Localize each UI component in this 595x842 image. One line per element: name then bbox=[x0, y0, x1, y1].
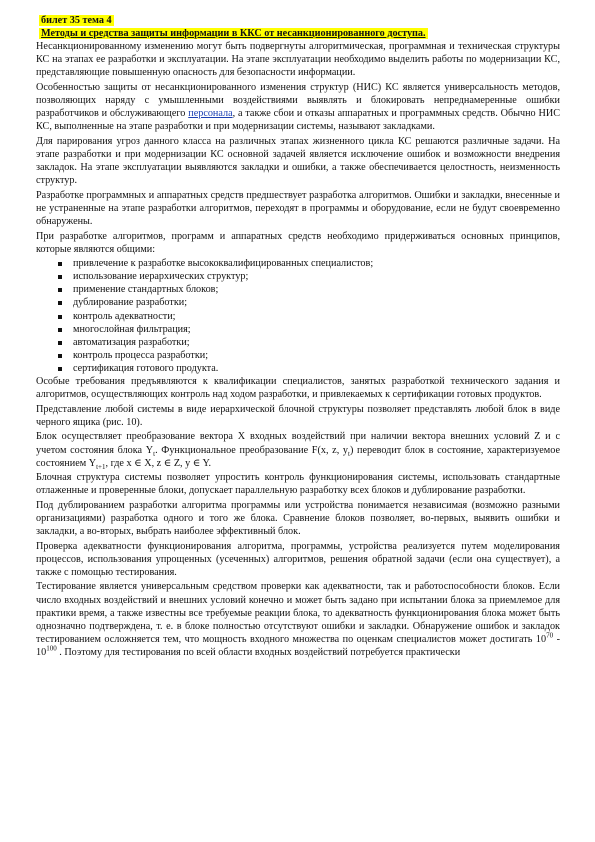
paragraph-text: . Поэтому для тестирования по всей области входных воздействий потребуется практически bbox=[56, 646, 461, 658]
paragraph-intro: Несанкционированному изменению могут быть подвергнуты алгоритмическая, программная и техническая структуры КС на этапах ее разработки и эксплуатации. На этапе эксплуатации необходимо выделить работы по модернизации КС, представляющие повышенную опасность для безопасности информации. bbox=[36, 41, 560, 79]
document-page bbox=[36, 14, 560, 661]
paragraph-text: . Функциональное преобразование F(x, z, y bbox=[155, 444, 349, 456]
paragraph-text: - 10 bbox=[36, 633, 560, 658]
paragraph-text: Тестирование является универсальным средством проверки как адекватности, так и работоспособности блоков. Если число входных воздействий и внешних условий конечно и может быть задано при испытании блока за приемлемое для практики время, а также известны все требуемые реакции блока, то адекватность функционирования блока может быть однозначно подтверждена, т. е. в блоке полностью отсутствуют ошибки и закладки. Обнаружение ошибок и закладок тестированием осложняется тем, что мощность входного множества по оценкам специалистов может достигать 10 bbox=[36, 581, 560, 645]
subscript: t bbox=[348, 449, 350, 458]
list-item: сертификация готового продукта. bbox=[58, 362, 560, 375]
topic-heading bbox=[36, 27, 560, 40]
paragraph-adequacy: Проверка адекватности функционирования алгоритма, программы, устройства реализуется путем моделирования процессов, использования упрощенных (усеченных) алгоритмов, решения обратной задачи (если она существует), а также с помощью тестирования. bbox=[36, 540, 560, 578]
paragraph-text: Особенностью защиты от несанкционированного изменения структур (НИС) КС является универсальность методов, позволяющих наряду с умышленными воздействиями выявлять и блокировать непреднамеренные ошибки разработчиков и обслуживающего bbox=[36, 81, 560, 120]
paragraph-qualification: Особые требования предъявляются к квалификации специалистов, занятых разработкой технического задания и алгоритмов, осуществляющих контроль над ходом разработки, и привлекаемых к сертификации готовых продуктов. bbox=[36, 376, 560, 401]
ticket-heading bbox=[36, 14, 560, 27]
paragraph-testing bbox=[36, 580, 560, 659]
list-item: дублирование разработки; bbox=[58, 296, 560, 309]
paragraph-duplication: Под дублированием разработки алгоритма программы или устройства понимается независимая (возможно разными организациями) разработка одного и того же блока. Сравнение блоков позволяет, во-первых, выявить ошибки и закладки, а во-вторых, выбрать наиболее эффективный блок. bbox=[36, 499, 560, 538]
paragraph-block-structure: Блочная структура системы позволяет упростить контроль функционирования системы, использовать стандартные отлаженные и проверенные блоки, допускает параллельную разработку всех блоков и дублирование разработки. bbox=[36, 472, 560, 497]
paragraph-text: ) переводит блок в состояние, характеризуемое состоянием Y bbox=[36, 444, 560, 469]
principles-list bbox=[36, 257, 560, 375]
paragraph-text: , а также сбои и отказы аппаратных и программных средств. Обычно НИС КС, выполненные на этапе разработки и при модернизации системы, называют закладками. bbox=[36, 108, 560, 133]
list-item: применение стандартных блоков; bbox=[58, 283, 560, 296]
subscript: t+1 bbox=[96, 462, 106, 471]
list-item: использование иерархических структур; bbox=[58, 270, 560, 283]
paragraph-algorithms: Разработке программных и аппаратных средств предшествует разработка алгоритмов. Ошибки и закладки, внесенные и не устраненные на этапе разработки алгоритмов, переходят в программы и оборудование, если не будут своевременно обнаружены. bbox=[36, 189, 560, 227]
topic-title: Методы и средства защиты информации в ККС от несанкционированного доступа. bbox=[41, 28, 426, 40]
paragraph-text: , где x ∈ X, z ∈ Z, y ∈ Y. bbox=[105, 457, 212, 469]
paragraph-threat-tasks: Для парирования угроз данного класса на различных этапах жизненного цикла КС решаются различные задачи. На этапе разработки и при модернизации КС основной задачей является исключение ошибок и возможности внедрения закладок. На этапе эксплуатации выявляются закладки и ошибки, а также обеспечивается целостность, неизменность структур. bbox=[36, 135, 560, 187]
list-item: многослойная фильтрация; bbox=[58, 323, 560, 336]
personnel-link[interactable]: персонала bbox=[188, 108, 233, 120]
superscript: 100 bbox=[46, 644, 57, 653]
list-item: контроль адекватности; bbox=[58, 310, 560, 323]
paragraph-black-box: Представление любой системы в виде иерархической блочной структуры позволяет представлять любой блок в виде черного ящика (рис. 10). bbox=[36, 403, 560, 428]
ticket-number: билет 35 тема 4 bbox=[41, 15, 112, 26]
list-item: привлечение к разработке высококвалифицированных специалистов; bbox=[58, 257, 560, 270]
paragraph-principles: При разработке алгоритмов, программ и аппаратных средств необходимо придерживаться основных принципов, которые являются общими: bbox=[36, 230, 560, 255]
paragraph-block-transform bbox=[36, 430, 560, 469]
list-item: автоматизация разработки; bbox=[58, 336, 560, 349]
superscript: 70 bbox=[546, 631, 554, 640]
paragraph-nis-features bbox=[36, 81, 560, 133]
list-item: контроль процесса разработки; bbox=[58, 349, 560, 362]
paragraph-text: Блок осуществляет преобразование вектора X входных воздействий при наличии вектора внешних условий Z и с учетом состояния блока Y bbox=[36, 431, 560, 456]
subscript: t bbox=[153, 449, 156, 458]
